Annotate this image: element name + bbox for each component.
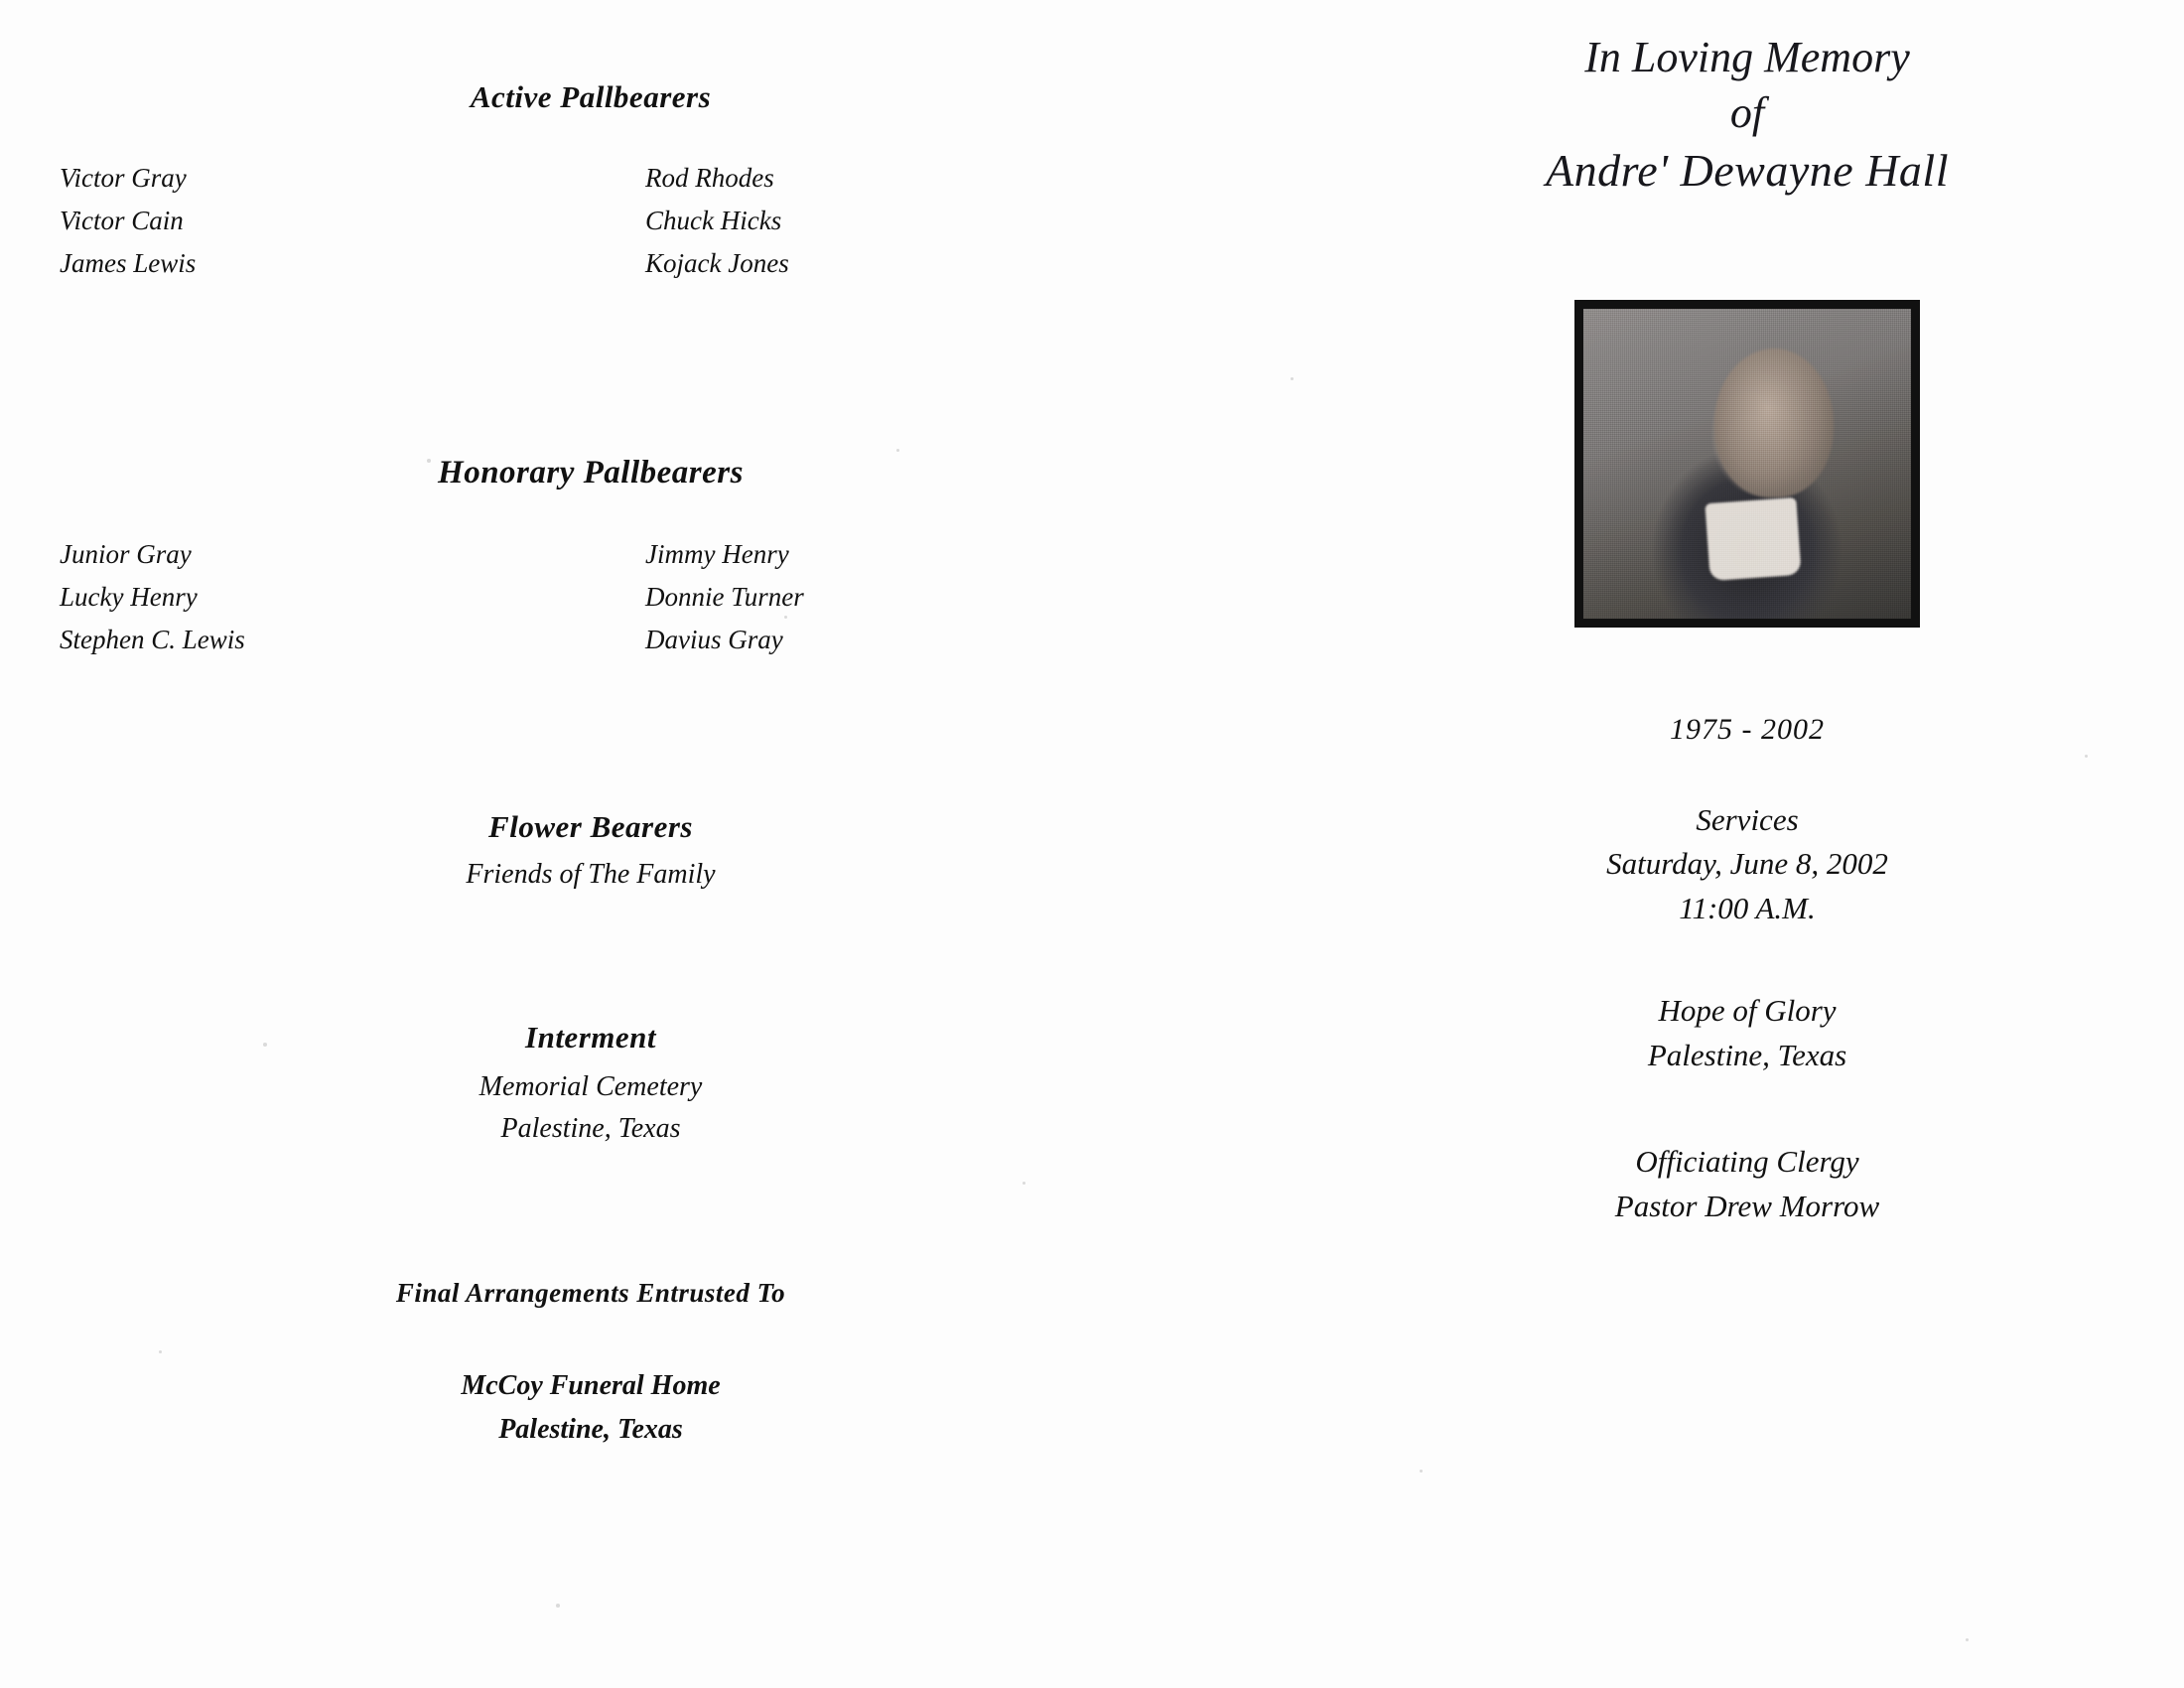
funeral-home-city: Palestine, Texas	[498, 1414, 683, 1445]
portrait-photo-grain	[1583, 309, 1911, 619]
left-panel	[60, 40, 1350, 1648]
funeral-home-name: McCoy Funeral Home	[461, 1370, 721, 1401]
portrait-photo	[1574, 300, 1920, 628]
scan-speck	[1420, 1470, 1423, 1473]
arrangements-heading: Final Arrangements Entrusted To	[395, 1278, 786, 1308]
honorary-pallbearers-right-column	[645, 533, 804, 662]
list-item: Victor Cain	[60, 206, 184, 236]
list-item: Jimmy Henry	[645, 539, 789, 569]
flower-bearers-text: Friends of The Family	[466, 859, 716, 890]
flower-bearers-heading: Flower Bearers	[488, 809, 693, 844]
right-panel	[1370, 30, 2124, 1229]
active-pallbearers-left-column	[60, 157, 196, 286]
page-title	[1370, 30, 2124, 201]
list-item: Chuck Hicks	[645, 206, 782, 236]
list-item: Junior Gray	[60, 539, 192, 569]
clergy-details	[1370, 1140, 2124, 1229]
scan-speck	[1966, 1638, 1969, 1641]
honorary-pallbearers-names	[60, 533, 1201, 702]
services-label: Services	[1696, 801, 1799, 837]
active-pallbearers-names	[60, 157, 1201, 326]
active-pallbearers-heading: Active Pallbearers	[470, 79, 712, 114]
active-pallbearers-right-column	[645, 157, 789, 286]
deceased-name: Andre' Dewayne Hall	[1546, 144, 1949, 196]
list-item: Victor Gray	[60, 163, 187, 193]
services-time: 11:00 A.M.	[1679, 891, 1816, 926]
life-dates: 1975 - 2002	[1670, 712, 1825, 746]
interment-city: Palestine, Texas	[500, 1113, 681, 1144]
list-item: Davius Gray	[645, 625, 783, 655]
services-date: Saturday, June 8, 2002	[1606, 846, 1888, 882]
interment-heading: Interment	[525, 1020, 656, 1055]
service-details	[1370, 798, 2124, 932]
interment-cemetery: Memorial Cemetery	[478, 1071, 703, 1102]
honorary-pallbearers-left-column	[60, 533, 245, 662]
list-item: Rod Rhodes	[645, 163, 774, 193]
honorary-pallbearers-heading: Honorary Pallbearers	[438, 455, 744, 491]
clergy-label: Officiating Clergy	[1635, 1144, 1859, 1180]
title-line-1: In Loving Memory	[1584, 33, 1910, 81]
clergy-name: Pastor Drew Morrow	[1614, 1189, 1880, 1224]
list-item: Stephen C. Lewis	[60, 625, 245, 655]
venue-name: Hope of Glory	[1658, 993, 1837, 1029]
venue-city: Palestine, Texas	[1647, 1038, 1847, 1073]
list-item: James Lewis	[60, 248, 197, 279]
title-line-2: of	[1729, 88, 1765, 138]
venue-details	[1370, 989, 2124, 1078]
list-item: Lucky Henry	[60, 582, 198, 613]
list-item: Kojack Jones	[645, 248, 789, 279]
list-item: Donnie Turner	[645, 582, 804, 613]
